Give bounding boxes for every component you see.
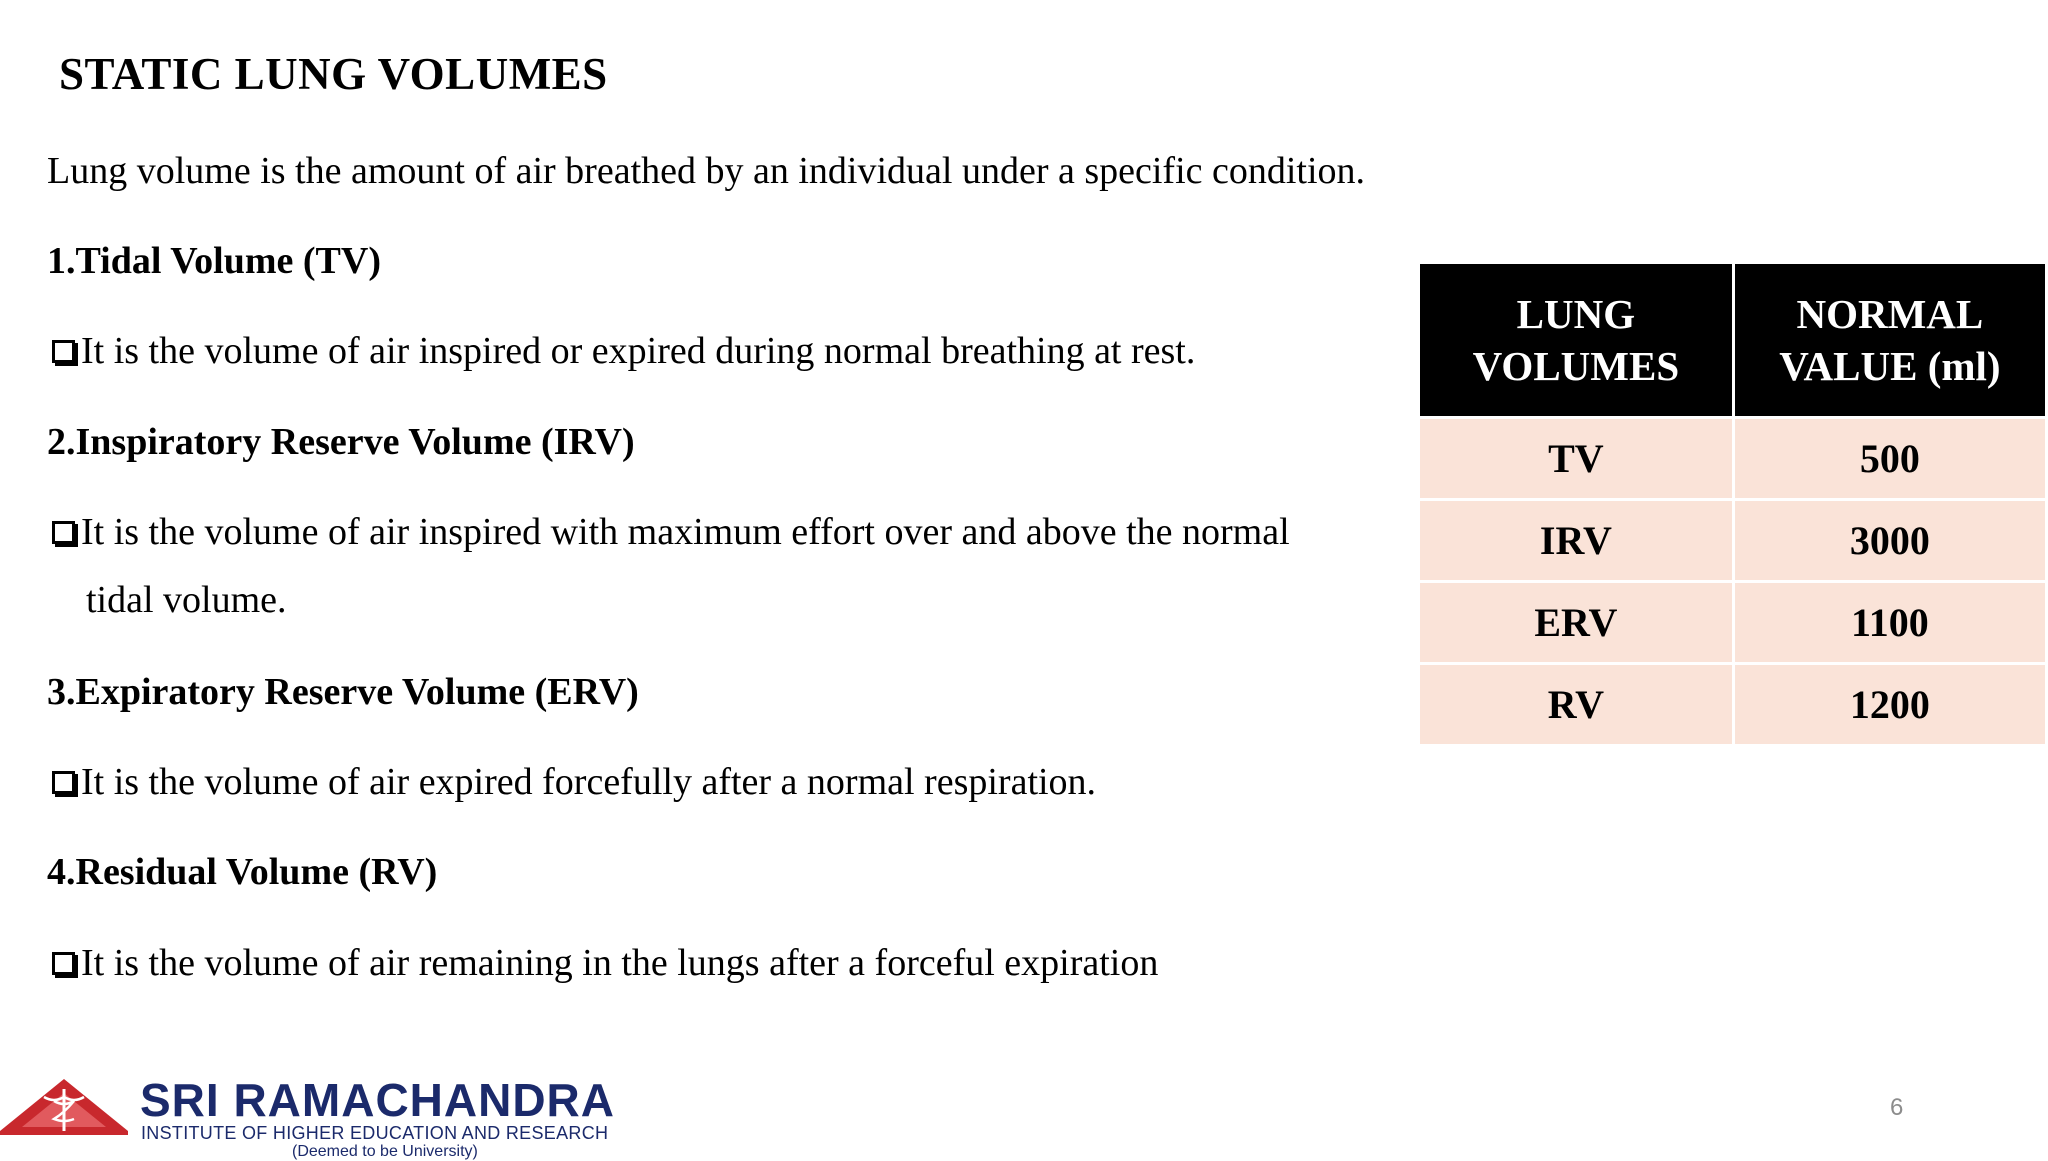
table-cell: 1200 [1733, 664, 2046, 746]
table-cell: ERV [1419, 582, 1734, 664]
checkbox-bullet-icon [52, 771, 75, 794]
table-cell: 1100 [1733, 582, 2046, 664]
item-heading-irv: 2.Inspiratory Reserve Volume (IRV) [47, 421, 635, 463]
logo-note: (Deemed to be University) [292, 1143, 478, 1160]
checkbox-bullet-icon [52, 521, 75, 544]
intro-text: Lung volume is the amount of air breathed by an individual under a specific condition. [47, 150, 1366, 192]
bullet-text-erv: It is the volume of air expired forcefully after a normal respiration. [81, 761, 1097, 803]
bullet-rv [52, 933, 1401, 993]
item-heading-tv: 1.Tidal Volume (TV) [47, 240, 381, 282]
table-cell: 500 [1733, 418, 2046, 500]
bullet-erv [52, 752, 1401, 812]
page-number: 6 [1890, 1094, 1904, 1121]
table-header-cell: NORMAL VALUE (ml) [1733, 263, 2046, 418]
bullet-text-irv-cont: tidal volume. [86, 579, 287, 621]
table-row [1419, 582, 2047, 664]
table-cell: IRV [1419, 500, 1734, 582]
bullet-text-irv: It is the volume of air inspired with maximum effort over and above the normal [81, 511, 1290, 553]
caduceus-emblem-icon [0, 1075, 128, 1135]
logo-name: SRI RAMACHANDRA [140, 1074, 615, 1126]
institution-logo [0, 1074, 680, 1160]
item-heading-rv: 4.Residual Volume (RV) [47, 851, 438, 893]
table-cell: RV [1419, 664, 1734, 746]
table-row [1419, 418, 2047, 500]
table-header-cell: LUNG VOLUMES [1419, 263, 1734, 418]
table-cell: TV [1419, 418, 1734, 500]
checkbox-bullet-icon [52, 952, 75, 975]
lung-volumes-table [1417, 261, 2048, 747]
bullet-tv [52, 321, 1401, 381]
table-header-row [1419, 263, 2047, 418]
bullet-text-tv: It is the volume of air inspired or expired during normal breathing at rest. [81, 330, 1196, 372]
logo-subtitle: INSTITUTE OF HIGHER EDUCATION AND RESEARCH [141, 1123, 609, 1143]
table-row [1419, 664, 2047, 746]
bullet-text-rv: It is the volume of air remaining in the lungs after a forceful expiration [81, 942, 1159, 984]
table-row [1419, 500, 2047, 582]
slide-title: STATIC LUNG VOLUMES [59, 49, 608, 99]
bullet-irv [52, 502, 1401, 562]
checkbox-bullet-icon [52, 340, 75, 363]
table-cell: 3000 [1733, 500, 2046, 582]
item-heading-erv: 3.Expiratory Reserve Volume (ERV) [47, 671, 639, 713]
